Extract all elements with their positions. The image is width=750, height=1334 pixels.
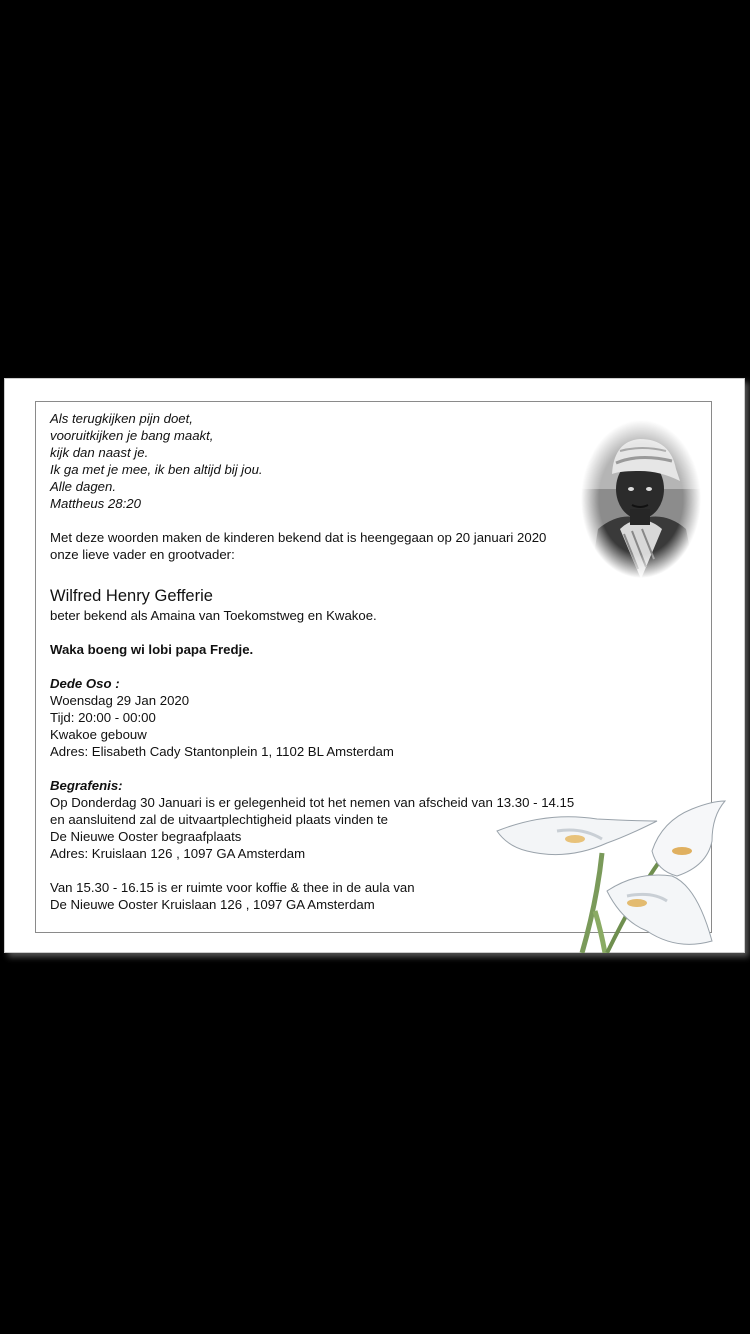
portrait-photo bbox=[580, 419, 702, 579]
dede-oso-heading: Dede Oso : bbox=[50, 676, 120, 691]
calla-lily-decoration bbox=[487, 791, 727, 953]
poem-line: Alle dagen. bbox=[50, 479, 116, 494]
poem-line: kijk dan naast je. bbox=[50, 445, 149, 460]
dede-oso-date: Woensdag 29 Jan 2020 bbox=[50, 693, 190, 708]
coffee-line: Van 15.30 - 16.15 is er ruimte voor koffie & thee in de aula van bbox=[50, 880, 415, 895]
announcement-line: onze lieve vader en grootvader: bbox=[50, 547, 235, 562]
funeral-line: en aansluitend zal de uitvaartplechtigheid plaats vinden te bbox=[50, 812, 388, 827]
coffee-line: De Nieuwe Ooster Kruislaan 126 , 1097 GA Amsterdam bbox=[50, 897, 375, 912]
poem-line: Ik ga met je mee, ik ben altijd bij jou. bbox=[50, 462, 263, 477]
announcement-line: Met deze woorden maken de kinderen bekend dat is heengegaan op 20 januari 2020 bbox=[50, 530, 547, 545]
poem-reference: Mattheus 28:20 bbox=[50, 496, 141, 511]
dede-oso-time: Tijd: 20:00 - 00:00 bbox=[50, 710, 156, 725]
dede-oso-address: Adres: Elisabeth Cady Stantonplein 1, 1102 BL Amsterdam bbox=[50, 744, 394, 759]
dede-oso-venue: Kwakoe gebouw bbox=[50, 727, 147, 742]
deceased-aka: beter bekend als Amaina van Toekomstweg en Kwakoe. bbox=[50, 608, 377, 623]
poem-line: Als terugkijken pijn doet, bbox=[50, 411, 193, 426]
funeral-line: Op Donderdag 30 Januari is er gelegenheid tot het nemen van afscheid van 13.30 - 14.15 bbox=[50, 795, 575, 810]
funeral-line: De Nieuwe Ooster begraafplaats bbox=[50, 829, 242, 844]
farewell-line: Waka boeng wi lobi papa Fredje. bbox=[50, 642, 254, 657]
funeral-address: Adres: Kruislaan 126 , 1097 GA Amsterdam bbox=[50, 846, 306, 861]
funeral-heading: Begrafenis: bbox=[50, 778, 123, 793]
funeral-notice-card bbox=[4, 378, 745, 953]
deceased-name: Wilfred Henry Gefferie bbox=[50, 587, 213, 605]
poem-line: vooruitkijken je bang maakt, bbox=[50, 428, 214, 443]
